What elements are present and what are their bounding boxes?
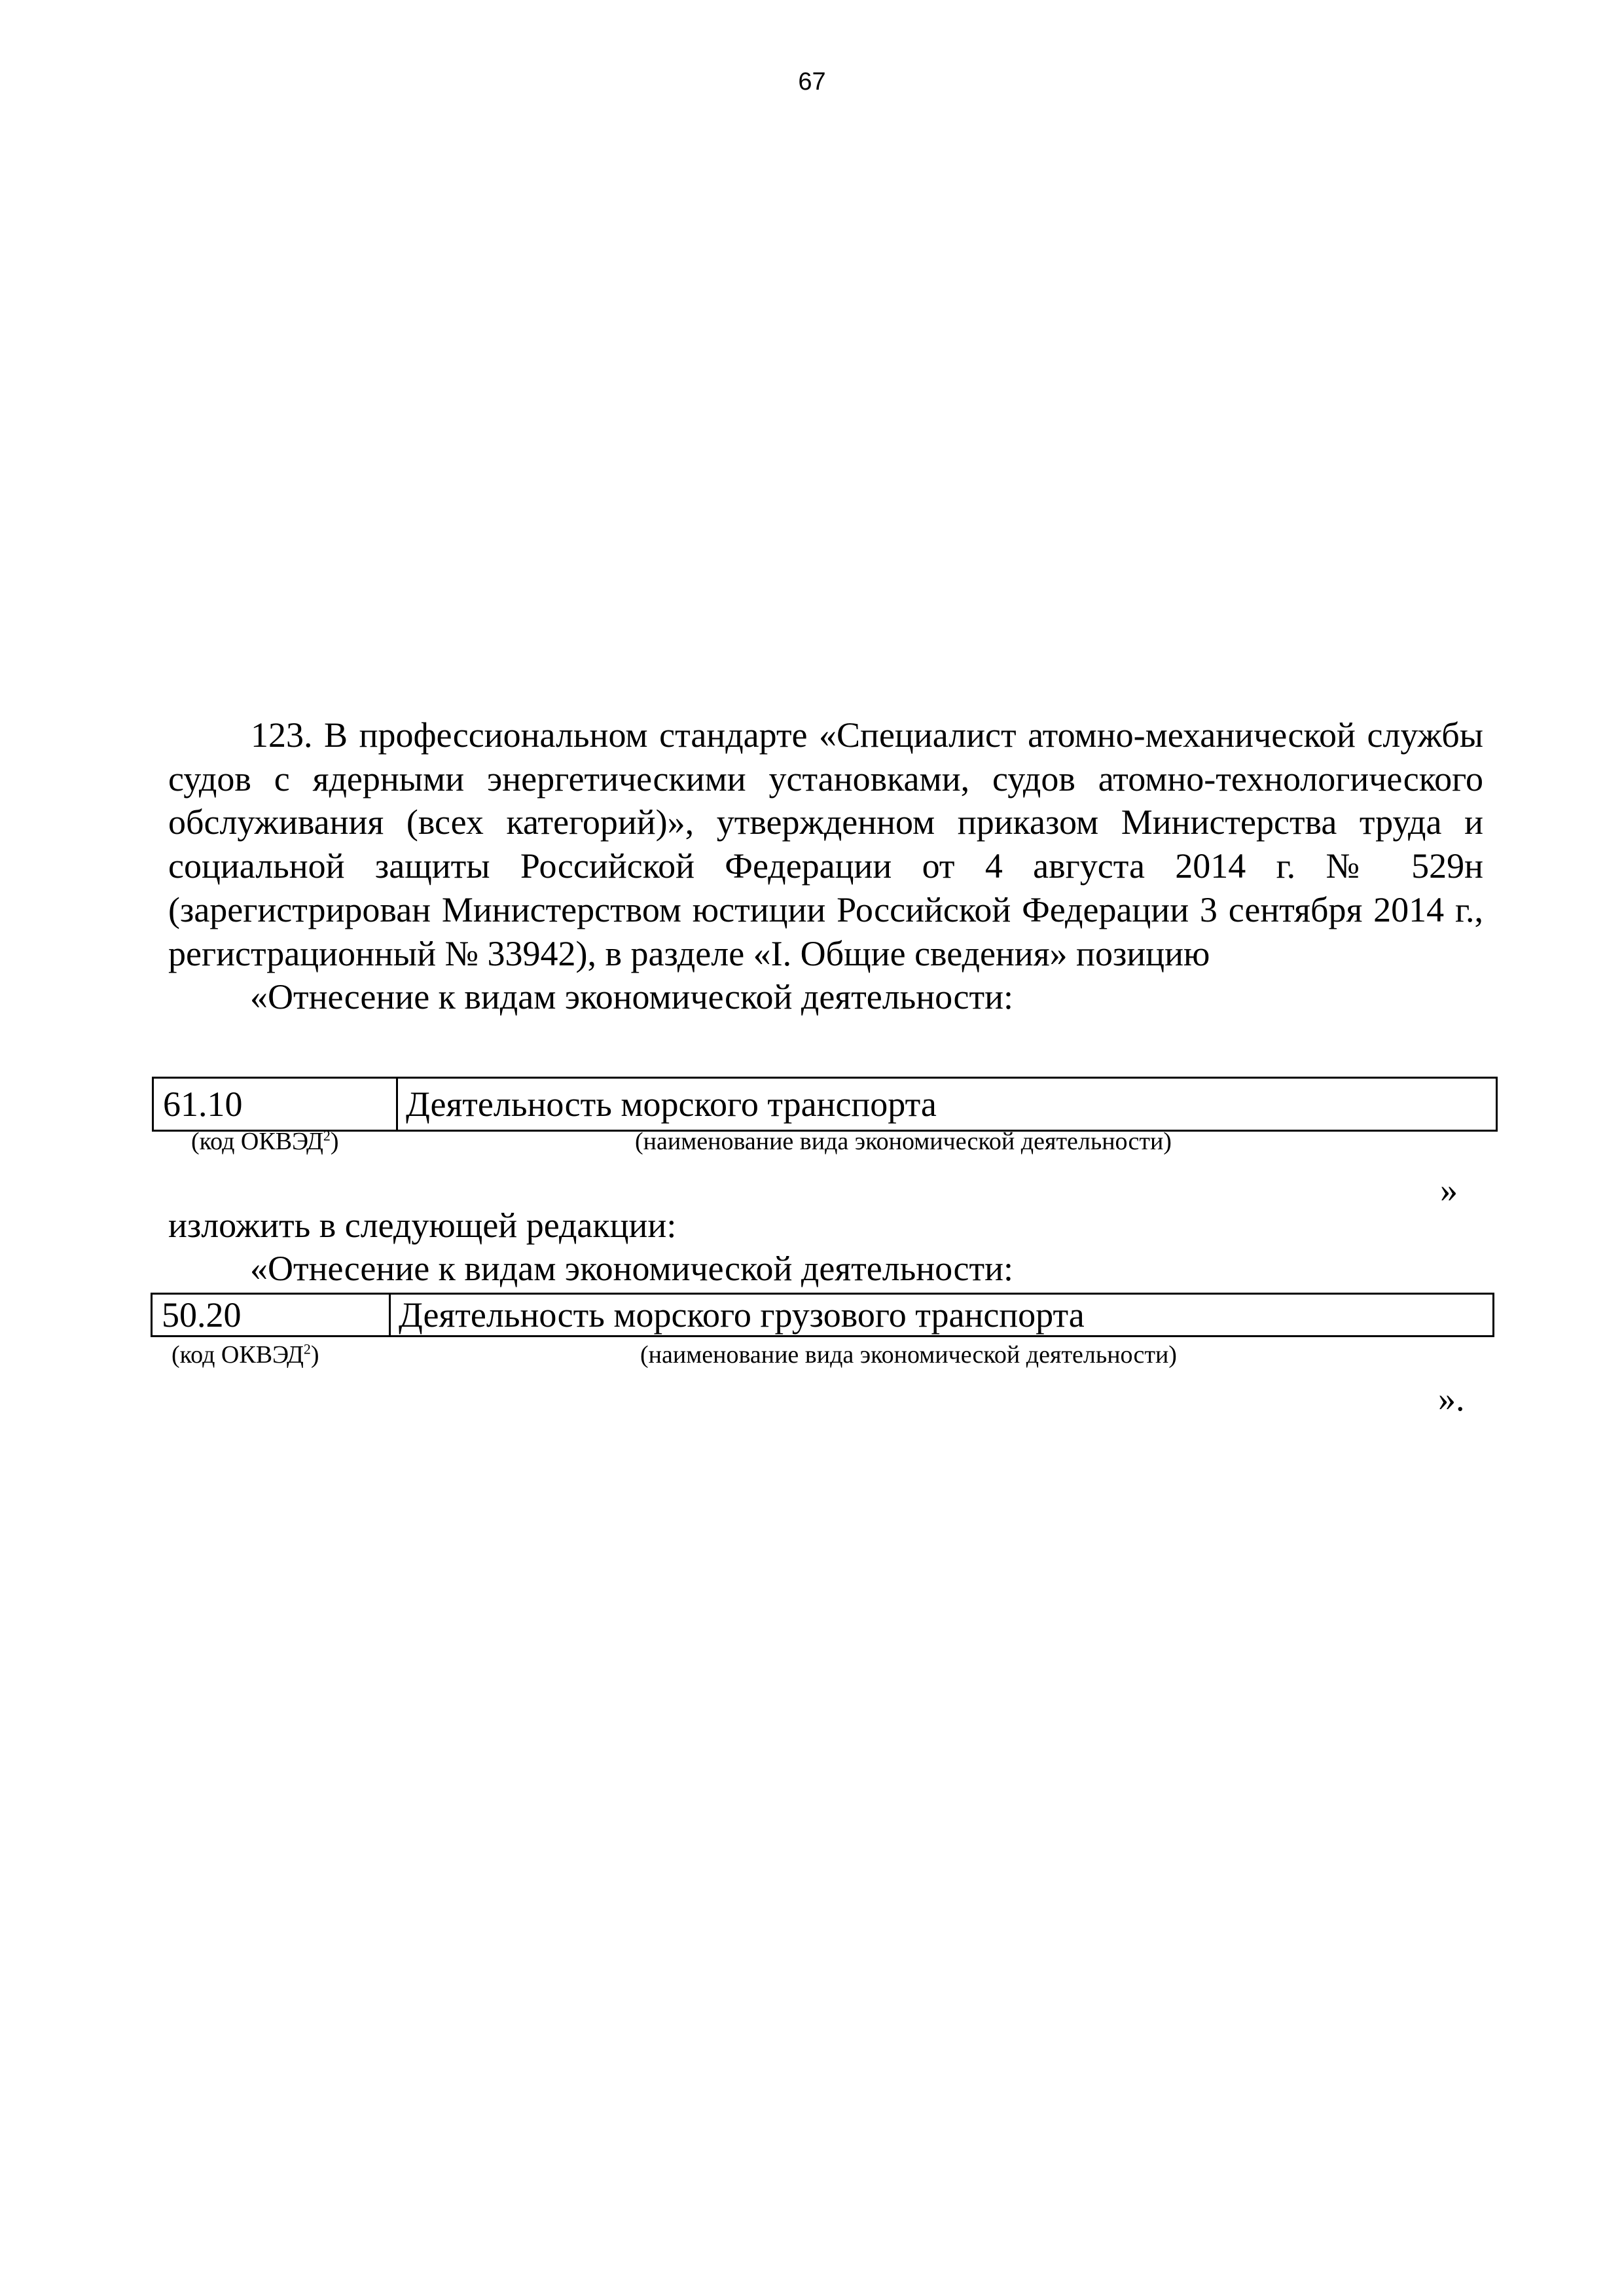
amendment-paragraph: 123. В профессиональном стандарте «Специалист атомно-механической службы судов с ядерными энергетическими установками, судов атомно-технологического обслуживания (всех категорий)», утвержденном приказом Министерства труда и социальной защиты Российской Федерации от 4 августа 2014 г. № 529н (зарегистрирован Министерством юстиции Российской Федерации 3 сентября 2014 г., регистрационный № 33942), в разделе «I. Общие сведения» позицию xyxy=(168,715,1483,973)
okved-table-old xyxy=(152,1077,1498,1132)
activity-heading-new: «Отнесение к видам экономической деятельности: xyxy=(250,1249,1013,1288)
okved-table-new xyxy=(151,1293,1494,1337)
okved-name-cell xyxy=(398,1079,937,1130)
okved-activity-name: Деятельность морского грузового транспорта xyxy=(399,1295,1085,1335)
okved-name-caption: (наименование вида экономической деятельности) xyxy=(640,1341,1177,1369)
okved-code-caption: (код ОКВЭД$^2$) xyxy=(191,1127,339,1155)
transition-text: изложить в следующей редакции: xyxy=(168,1206,677,1245)
okved-name-cell xyxy=(391,1295,1085,1335)
page-number: 67 xyxy=(798,68,826,96)
closing-quote: » xyxy=(1440,1170,1458,1210)
okved-code-cell xyxy=(154,1079,398,1130)
okved-code-caption: (код ОКВЭД$^2$) xyxy=(171,1340,319,1369)
okved-code: 50.20 xyxy=(162,1295,242,1335)
document-body xyxy=(168,713,1483,1019)
okved-code-cell xyxy=(153,1295,391,1335)
footnote-marker: 2 xyxy=(303,1340,311,1357)
footnote-marker: 2 xyxy=(323,1127,331,1144)
closing-quote-period: ». xyxy=(1438,1379,1465,1418)
activity-heading-old: «Отнесение к видам экономической деятельности: xyxy=(250,977,1013,1017)
okved-name-caption: (наименование вида экономической деятельности) xyxy=(635,1128,1172,1155)
okved-code: 61.10 xyxy=(163,1085,243,1124)
okved-activity-name: Деятельность морского транспорта xyxy=(406,1085,937,1124)
